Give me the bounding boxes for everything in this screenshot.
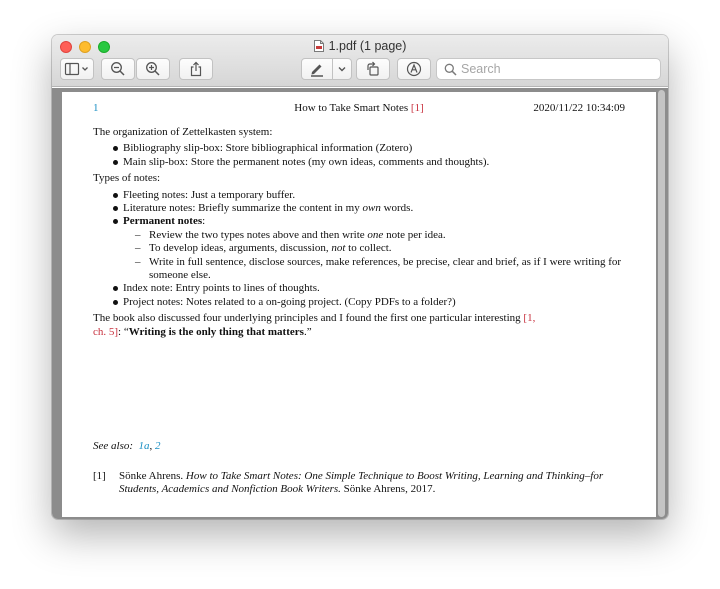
chevron-down-icon bbox=[337, 65, 347, 73]
window-title bbox=[52, 38, 668, 54]
closing-citation-chapter[interactable]: ch. 5] bbox=[93, 325, 119, 338]
scrollbar-thumb[interactable] bbox=[658, 90, 665, 517]
page-header-date: 2020/11/22 10:34:09 bbox=[533, 102, 625, 114]
bibliography bbox=[93, 470, 627, 497]
search-icon bbox=[444, 63, 457, 76]
share-icon bbox=[189, 61, 203, 77]
page-header-title: How to Take Smart Notes [1] bbox=[294, 102, 424, 114]
closing-paragraph: The book also discussed four underlying principles and I found the first one particular interesting [1, ch. 5]: “Writing is the only thing that matters.” bbox=[93, 312, 536, 338]
list-item: Bibliography slip-box: Store bibliographical information (Zotero) bbox=[93, 142, 627, 155]
titlebar bbox=[52, 35, 668, 87]
sidebar-view-button[interactable] bbox=[60, 58, 94, 80]
sublist-item: – To develop ideas, arguments, discussion, not to collect. bbox=[123, 242, 627, 255]
see-also-line: See also: 1a, 2 bbox=[93, 440, 161, 452]
search-field[interactable] bbox=[436, 58, 661, 80]
list-item-project: Project notes: Notes related to a on-going project. (Copy PDFs to a folder?) bbox=[93, 296, 627, 309]
zoom-in-button[interactable] bbox=[136, 58, 170, 80]
slipbox-list bbox=[93, 142, 627, 169]
intro-paragraph: The organization of Zettelkasten system: bbox=[93, 126, 273, 138]
pen-icon bbox=[309, 61, 325, 77]
vertical-scrollbar[interactable] bbox=[658, 90, 666, 517]
highlight-menu-button[interactable] bbox=[332, 58, 352, 80]
highlight-button[interactable] bbox=[301, 58, 333, 80]
permanent-sublist bbox=[123, 229, 627, 283]
see-also-link-2[interactable]: 2 bbox=[155, 440, 161, 452]
pdf-page[interactable] bbox=[62, 92, 656, 517]
reference-number: [1] bbox=[93, 470, 106, 482]
note-types-list bbox=[93, 189, 627, 310]
markup-icon bbox=[406, 61, 422, 77]
page-number-link[interactable]: 1 bbox=[93, 102, 99, 114]
list-item: Main slip-box: Store the permanent notes (my own ideas, comments and thoughts). bbox=[93, 156, 627, 169]
closing-citation-link[interactable]: [1, bbox=[523, 312, 536, 325]
preview-window bbox=[52, 35, 668, 519]
list-item-literature: Literature notes: Briefly summarize the content in my own words. bbox=[93, 202, 627, 215]
search-input[interactable] bbox=[461, 59, 656, 79]
zoom-in-icon bbox=[145, 61, 161, 77]
zoom-out-icon bbox=[110, 61, 126, 77]
types-heading: Types of notes: bbox=[93, 172, 161, 185]
pdf-document-icon bbox=[314, 40, 324, 52]
markup-toolbar-button[interactable] bbox=[397, 58, 431, 80]
rotate-icon bbox=[365, 61, 381, 77]
header-citation-link[interactable]: [1] bbox=[410, 102, 424, 114]
sublist-item: – Review the two types notes above and then write one note per idea. bbox=[123, 229, 627, 242]
list-item-index: Index note: Entry points to lines of thoughts. bbox=[93, 282, 627, 295]
sidebar-icon bbox=[64, 62, 90, 76]
document-viewport[interactable] bbox=[52, 88, 668, 519]
rotate-button[interactable] bbox=[356, 58, 390, 80]
window-title-text: 1.pdf (1 page) bbox=[328, 39, 407, 53]
sublist-item: – Write in full sentence, disclose sources, make references, be precise, clear and brief, as if I were writing for someone else. bbox=[123, 256, 627, 283]
see-also-link-1a[interactable]: 1a bbox=[138, 440, 150, 452]
document-body bbox=[93, 126, 627, 339]
zoom-out-button[interactable] bbox=[101, 58, 135, 80]
share-button[interactable] bbox=[179, 58, 213, 80]
list-item-permanent: Permanent notes: – Review the two types notes above and then write one note per idea. – To develop ideas, arguments, discussion, not to collect. – Write in full sentence, disclose sources, make references, be precise, clear and brief, as if I were writing for someone else. bbox=[93, 215, 627, 282]
list-item-fleeting: Fleeting notes: Just a temporary buffer. bbox=[93, 189, 627, 202]
reference-entry: Sönke Ahrens. How to Take Smart Notes: One Simple Technique to Boost Writing, Learning and Thinking–for Students, Academics and Nonfiction Book Writers. Sönke Ahrens, 2017. bbox=[119, 470, 604, 496]
